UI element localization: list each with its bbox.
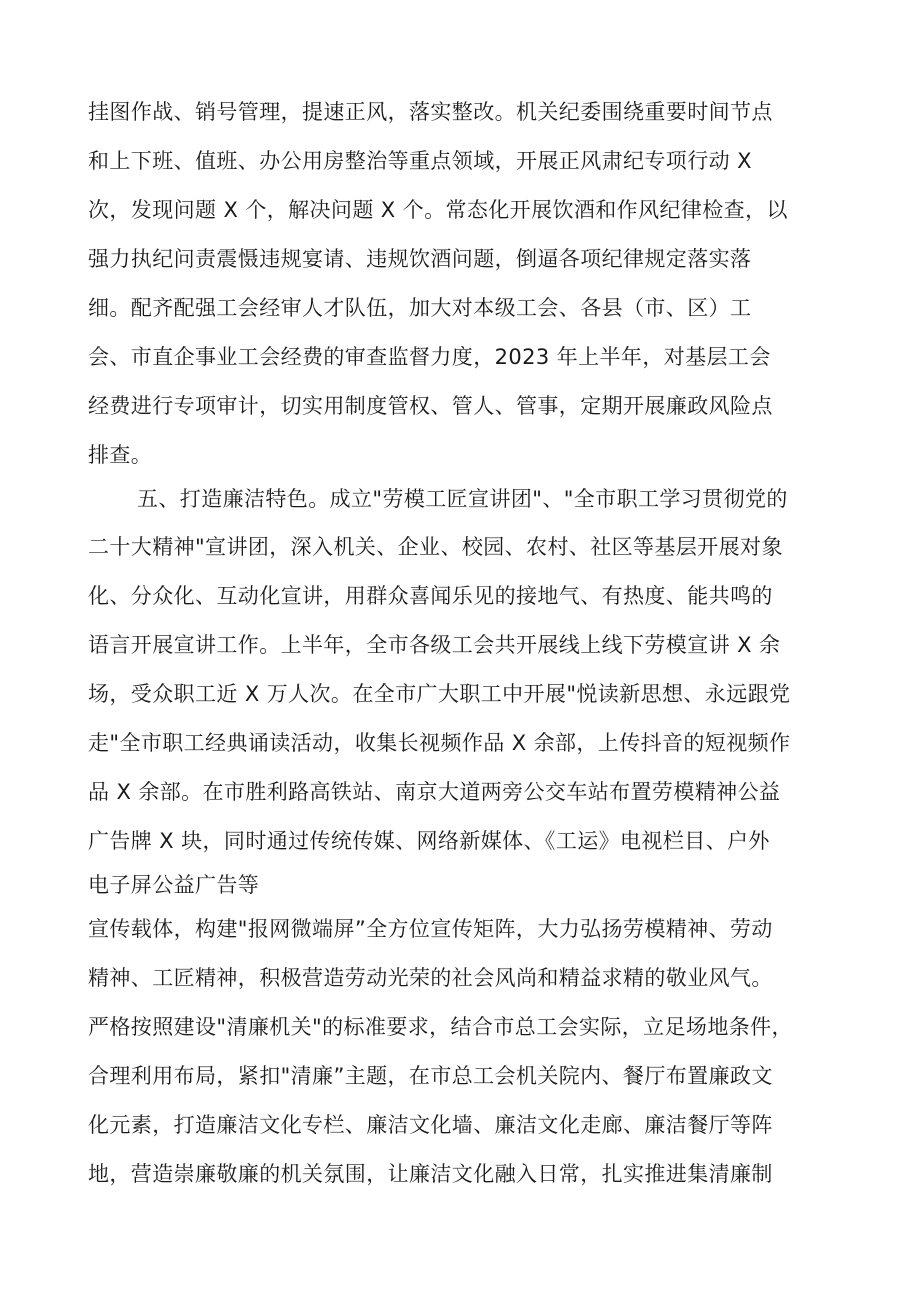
- text-line: 次，发现问题 X 个，解决问题 X 个。常态化开展饮酒和作风纪律检查，以: [88, 198, 788, 222]
- text-line: 和上下班、值班、办公用房整治等重点领域，开展正风肃纪专项行动 X: [88, 149, 752, 173]
- text-line: 化、分众化、互动化宣讲，用群众喜闻乐见的接地气、有热度、能共鸣的: [88, 584, 773, 608]
- text-line: 品 X 余部。在市胜利路高铁站、南京大道两旁公交车站布置劳模精神公益: [88, 780, 781, 804]
- text-line: 精神、工匠精神，积极营造劳动光荣的社会风尚和精益求精的敬业风气。: [88, 966, 773, 990]
- text-line: 走"全市职工经典诵读活动，收集长视频作品 X 余部，上传抖音的短视频作: [88, 731, 791, 755]
- text-line: 经费进行专项审计，切实用制度管权、管人、管事，定期开展廉政风险点: [88, 394, 773, 418]
- paragraph-heading-line: 五、打造廉洁特色。成立"劳模工匠宣讲团"、"全市职工学习贯彻党的: [137, 487, 788, 511]
- text-line: 语言开展宣讲工作。上半年，全市各级工会共开展线上线下劳模宣讲 X 余: [88, 633, 781, 657]
- text-line: 排查。: [88, 443, 153, 467]
- text-line: 严格按照建设"清廉机关"的标准要求，结合市总工会实际，立足场地条件，: [88, 1015, 793, 1039]
- text-line: 地，营造崇廉敬廉的机关氛围，让廉洁文化融入日常，扎实推进集清廉制: [88, 1162, 773, 1186]
- text-line: 挂图作战、销号管理，提速正风，落实整改。机关纪委围绕重要时间节点: [88, 100, 773, 124]
- text-line: 合理利用布局，紧扣"清廉”主题，在市总工会机关院内、餐厅布置廉政文: [88, 1064, 773, 1088]
- text-line: 宣传载体，构建"报网微端屏”全方位宣传矩阵，大力弘扬劳模精神、劳动: [88, 917, 773, 941]
- text-line: 二十大精神"宣讲团，深入机关、企业、校园、农村、社区等基层开展对象: [88, 535, 783, 559]
- text-line: 场，受众职工近 X 万人次。在全市广大职工中开展"悦读新思想、永远跟党: [88, 682, 791, 706]
- text-line: 会、市直企事业工会经费的审查监督力度，2023 年上半年，对基层工会: [88, 345, 771, 369]
- text-line: 强力执纪问责震慑违规宴请、违规饮酒问题，倒逼各项纪律规定落实落: [88, 247, 752, 271]
- text-line: 化元素，打造廉洁文化专栏、廉洁文化墙、廉洁文化走廊、廉洁餐厅等阵: [88, 1113, 773, 1137]
- text-line: 广告牌 X 块，同时通过传统传媒、网络新媒体、《工运》电视栏目、户外: [88, 829, 770, 853]
- text-line: 细。配齐配强工会经审人才队伍，加大对本级工会、各县（市、区）工: [88, 296, 752, 320]
- text-line: 电子屏公益广告等: [88, 873, 260, 897]
